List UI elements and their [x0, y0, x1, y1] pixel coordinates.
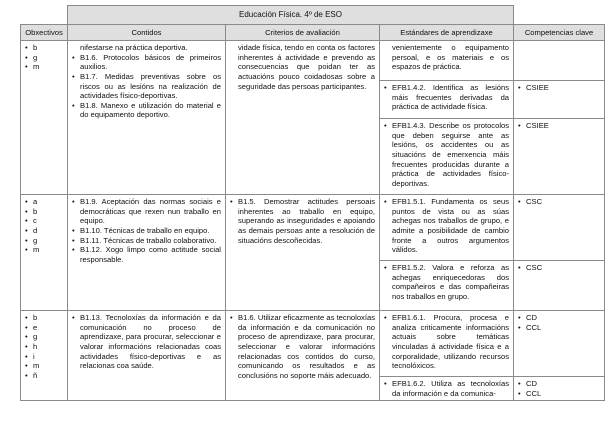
competence-cell — [514, 377, 605, 401]
content-item: • B1.7. Medidas preventivas sobre os riscos ou as lesións na realización de actividades físico-deportivas. — [72, 72, 221, 101]
objective-item: • c — [25, 216, 63, 226]
header-objectives: Obxectivos — [21, 24, 68, 41]
contents-cell — [68, 41, 226, 195]
curriculum-table — [20, 5, 605, 401]
objective-item: • ñ — [25, 371, 63, 381]
competence-item: • CSIEE — [518, 83, 600, 93]
objective-item: • g — [25, 236, 63, 246]
content-item: • B1.10. Técnicas de traballo en equipo. — [72, 226, 221, 236]
standard-text: • EFB1.5.2. Valora e reforza as achegas enriquecedoras dos compañeiros e das compañeiras nos traballos en grupo. — [392, 263, 509, 301]
header-criteria: Criterios de avaliación — [226, 24, 380, 41]
content-item: • B1.12. Xogo limpo como actitude social responsable. — [72, 245, 221, 264]
objective-item: • d — [25, 226, 63, 236]
content-item: • B1.8. Manexo e utilización do material e do equipamento deportivo. — [72, 101, 221, 120]
competence-cell — [514, 81, 605, 119]
standard-cell — [380, 261, 514, 311]
empty-header-cell — [21, 6, 68, 25]
competence-cell — [514, 119, 605, 195]
criteria-text: vidade física, tendo en conta os factores inherentes á actividade e prevendo as consecuencias que poidan ter as actuacións pouco coidadosas sobre a seguridade das persoas participantes. — [238, 43, 375, 91]
objective-item: • g — [25, 53, 63, 63]
standard-cell — [380, 195, 514, 261]
standard-text: • EFB1.6.2. Utiliza as tecnoloxías da información e da comunica- — [392, 379, 509, 398]
objectives-cell — [21, 41, 68, 195]
header-contents: Contidos — [68, 24, 226, 41]
objective-item: • b — [25, 313, 63, 323]
content-item: • B1.6. Protocolos básicos de primeiros auxilios. — [72, 53, 221, 72]
header-standards: Estándares de aprendizaxe — [380, 24, 514, 41]
table-row — [21, 41, 605, 81]
objective-item: • e — [25, 323, 63, 333]
criteria-cell — [226, 195, 380, 311]
objective-item: • i — [25, 352, 63, 362]
table-title-row — [21, 6, 605, 25]
standard-cell — [380, 377, 514, 401]
curriculum-table-page — [20, 5, 604, 401]
objective-item: • m — [25, 361, 63, 371]
criteria-text: • B1.6. Utilizar eficazmente as tecnoloxías da información e da comunicación no proceso de aprendizaxe, para procurar, seleccionar e valorar informacións relacionadas cos contidos do curso, comunicando os resultados e as conclusións no soporte máis adecuado. — [230, 313, 375, 380]
competence-item: • CD — [518, 313, 600, 323]
standard-cell — [380, 119, 514, 195]
standard-text: • EFB1.4.2. Identifica as lesións máis frecuentes derivadas da práctica de actividade física. — [392, 83, 509, 112]
table-title: Educación Física. 4º de ESO — [68, 6, 514, 25]
competence-cell — [514, 41, 605, 81]
objective-item: • m — [25, 245, 63, 255]
objective-item: • m — [25, 62, 63, 72]
standard-text: • EFB1.6.1. Procura, procesa e analiza criticamente informacións actuais sobre temáticas vinculadas á actividade física e a corporalidade, utilizando recursos tecnolóxicos. — [392, 313, 509, 371]
standard-cell — [380, 41, 514, 81]
content-item: • B1.11. Técnicas de traballo colaborativo. — [72, 236, 221, 246]
header-competences: Competencias clave — [514, 24, 605, 41]
contents-cell — [68, 195, 226, 311]
competence-item: • CCL — [518, 323, 600, 333]
competence-cell — [514, 311, 605, 377]
competence-item: • CCL — [518, 389, 600, 399]
column-header-row — [21, 24, 605, 41]
competence-item: • CD — [518, 379, 600, 389]
standard-text: • EFB1.4.3. Describe os protocolos que deben seguirse ante as lesións, os accidentes ou as situacións de emerxencia máis frecuentes producidas durante a práctica de actividades físico-deportivas. — [392, 121, 509, 188]
objectives-cell — [21, 311, 68, 401]
competence-item: • CSIEE — [518, 121, 600, 131]
empty-header-cell — [514, 6, 605, 25]
objective-item: • a — [25, 197, 63, 207]
table-row — [21, 311, 605, 377]
contents-cell — [68, 311, 226, 401]
competence-item: • CSC — [518, 197, 600, 207]
criteria-text: • B1.5. Demostrar actitudes persoais inherentes ao traballo en equipo, superando as inseguridades e apoiando as demais persoas ante a resolución de situacións descoñecidas. — [230, 197, 375, 245]
criteria-cell — [226, 41, 380, 195]
objective-item: • b — [25, 207, 63, 217]
content-item: • B1.13. Tecnoloxías da información e da comunicación no proceso de aprendizaxe, para procurar, seleccionar e valorar informacións relacionadas coas actividades físico-deportivas e as relacionas coa saúde. — [72, 313, 221, 371]
standard-text: • EFB1.5.1. Fundamenta os seus puntos de vista ou as súas achegas nos traballos de grupo, e admite a posibilidade de cambio fronte a outros argumentos válidos. — [392, 197, 509, 255]
objectives-cell — [21, 195, 68, 311]
criteria-cell — [226, 311, 380, 401]
standard-text: venientemente o equipamento persoal, e os materiais e os espazos de práctica. — [392, 43, 510, 72]
objective-item: • g — [25, 332, 63, 342]
competence-item: • CSC — [518, 263, 600, 273]
objective-item: • b — [25, 43, 63, 53]
objective-item: • h — [25, 342, 63, 352]
competence-cell — [514, 195, 605, 261]
content-item: • B1.9. Aceptación das normas sociais e democráticas que rexen nun traballo en equipo. — [72, 197, 221, 226]
standard-cell — [380, 311, 514, 377]
competence-cell — [514, 261, 605, 311]
standard-cell — [380, 81, 514, 119]
content-item: nifestarse na práctica deportiva. — [80, 43, 188, 53]
table-row — [21, 195, 605, 261]
